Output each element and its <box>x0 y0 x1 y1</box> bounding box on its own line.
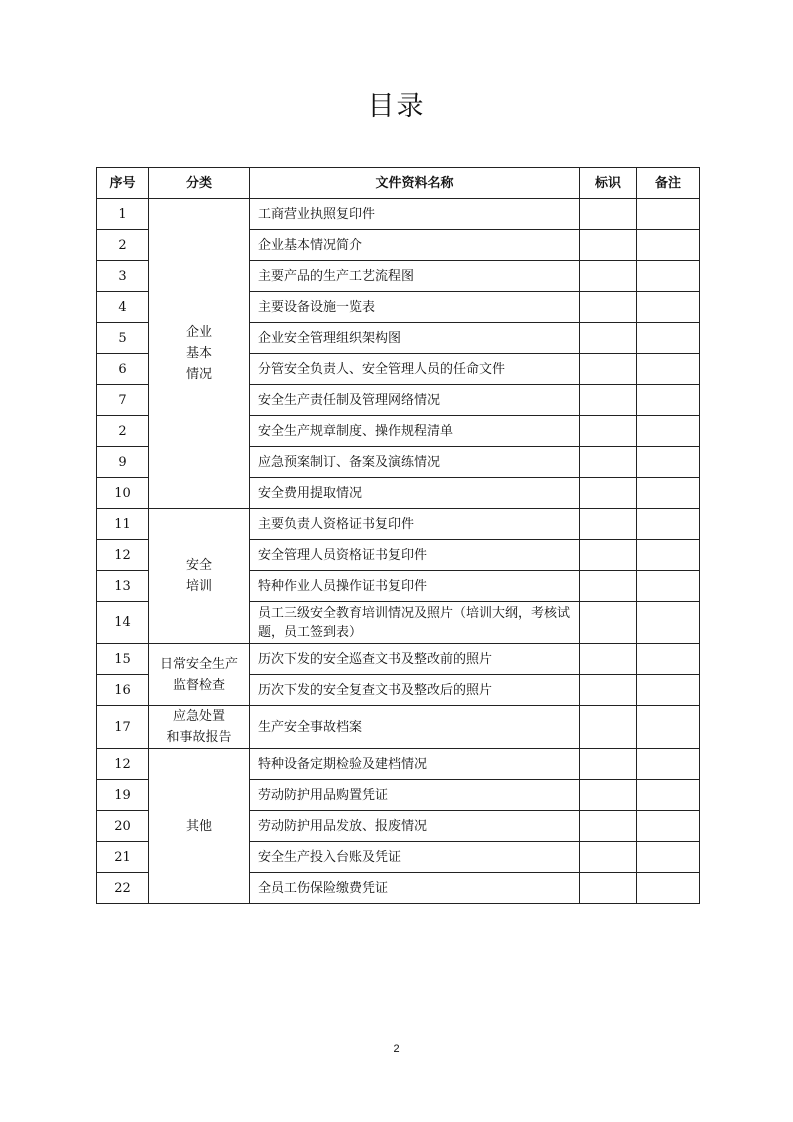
category-other: 其他 <box>149 749 250 904</box>
category-basic: 企业 基本 情况 <box>149 199 250 509</box>
mark-cell <box>580 478 637 509</box>
remark-cell <box>637 292 700 323</box>
document-name: 劳动防护用品发放、报废情况 <box>250 811 580 842</box>
mark-cell <box>580 292 637 323</box>
row-number: 14 <box>97 602 149 644</box>
header-mark: 标识 <box>580 168 637 199</box>
remark-cell <box>637 509 700 540</box>
row-number: 15 <box>97 644 149 675</box>
row-number: 22 <box>97 873 149 904</box>
remark-cell <box>637 416 700 447</box>
mark-cell <box>580 749 637 780</box>
mark-cell <box>580 323 637 354</box>
document-name: 全员工伤保险缴费凭证 <box>250 873 580 904</box>
row-number: 16 <box>97 675 149 706</box>
document-name: 安全生产规章制度、操作规程清单 <box>250 416 580 447</box>
table-row <box>97 644 700 675</box>
remark-cell <box>637 199 700 230</box>
row-number: 12 <box>97 749 149 780</box>
document-name: 安全生产责任制及管理网络情况 <box>250 385 580 416</box>
row-number: 19 <box>97 780 149 811</box>
document-name: 生产安全事故档案 <box>250 706 580 749</box>
row-number: 2 <box>97 416 149 447</box>
mark-cell <box>580 811 637 842</box>
row-number: 9 <box>97 447 149 478</box>
remark-cell <box>637 323 700 354</box>
mark-cell <box>580 416 637 447</box>
table-row <box>97 199 700 230</box>
remark-cell <box>637 571 700 602</box>
document-name: 劳动防护用品购置凭证 <box>250 780 580 811</box>
remark-cell <box>637 842 700 873</box>
document-name: 主要负责人资格证书复印件 <box>250 509 580 540</box>
remark-cell <box>637 602 700 644</box>
header-remark: 备注 <box>637 168 700 199</box>
row-number: 1 <box>97 199 149 230</box>
mark-cell <box>580 230 637 261</box>
header-doc-name: 文件资料名称 <box>250 168 580 199</box>
table-header-row <box>97 168 700 199</box>
remark-cell <box>637 675 700 706</box>
document-name: 主要设备设施一览表 <box>250 292 580 323</box>
mark-cell <box>580 354 637 385</box>
row-number: 20 <box>97 811 149 842</box>
mark-cell <box>580 447 637 478</box>
row-number: 17 <box>97 706 149 749</box>
row-number: 4 <box>97 292 149 323</box>
row-number: 2 <box>97 230 149 261</box>
row-number: 12 <box>97 540 149 571</box>
mark-cell <box>580 873 637 904</box>
document-name: 主要产品的生产工艺流程图 <box>250 261 580 292</box>
contents-table <box>96 167 700 904</box>
category-training: 安全 培训 <box>149 509 250 644</box>
mark-cell <box>580 602 637 644</box>
table-row <box>97 509 700 540</box>
mark-cell <box>580 385 637 416</box>
mark-cell <box>580 706 637 749</box>
document-name: 安全生产投入台账及凭证 <box>250 842 580 873</box>
category-emergency: 应急处置 和事故报告 <box>149 706 250 749</box>
remark-cell <box>637 230 700 261</box>
remark-cell <box>637 644 700 675</box>
document-name: 特种设备定期检验及建档情况 <box>250 749 580 780</box>
header-seq: 序号 <box>97 168 149 199</box>
document-name: 分管安全负责人、安全管理人员的任命文件 <box>250 354 580 385</box>
remark-cell <box>637 873 700 904</box>
document-name: 安全管理人员资格证书复印件 <box>250 540 580 571</box>
remark-cell <box>637 261 700 292</box>
remark-cell <box>637 447 700 478</box>
remark-cell <box>637 478 700 509</box>
remark-cell <box>637 385 700 416</box>
mark-cell <box>580 644 637 675</box>
row-number: 13 <box>97 571 149 602</box>
row-number: 11 <box>97 509 149 540</box>
mark-cell <box>580 509 637 540</box>
header-category: 分类 <box>149 168 250 199</box>
mark-cell <box>580 780 637 811</box>
row-number: 21 <box>97 842 149 873</box>
remark-cell <box>637 540 700 571</box>
mark-cell <box>580 842 637 873</box>
remark-cell <box>637 706 700 749</box>
remark-cell <box>637 749 700 780</box>
document-name: 安全费用提取情况 <box>250 478 580 509</box>
document-name: 员工三级安全教育培训情况及照片（培训大纲，考核试题，员工签到表） <box>250 602 580 644</box>
document-name: 历次下发的安全复查文书及整改后的照片 <box>250 675 580 706</box>
table-row <box>97 706 700 749</box>
row-number: 3 <box>97 261 149 292</box>
mark-cell <box>580 675 637 706</box>
row-number: 7 <box>97 385 149 416</box>
document-name: 企业基本情况简介 <box>250 230 580 261</box>
mark-cell <box>580 199 637 230</box>
page-number: 2 <box>393 1043 400 1055</box>
table-row <box>97 749 700 780</box>
remark-cell <box>637 780 700 811</box>
document-name: 工商营业执照复印件 <box>250 199 580 230</box>
page-title: 目录 <box>367 91 426 122</box>
row-number: 10 <box>97 478 149 509</box>
document-name: 历次下发的安全巡查文书及整改前的照片 <box>250 644 580 675</box>
mark-cell <box>580 571 637 602</box>
row-number: 6 <box>97 354 149 385</box>
mark-cell <box>580 540 637 571</box>
remark-cell <box>637 354 700 385</box>
document-name: 应急预案制订、备案及演练情况 <box>250 447 580 478</box>
remark-cell <box>637 811 700 842</box>
mark-cell <box>580 261 637 292</box>
category-daily-inspection: 日常安全生产 监督检查 <box>149 644 250 706</box>
document-name: 企业安全管理组织架构图 <box>250 323 580 354</box>
row-number: 5 <box>97 323 149 354</box>
document-name: 特种作业人员操作证书复印件 <box>250 571 580 602</box>
